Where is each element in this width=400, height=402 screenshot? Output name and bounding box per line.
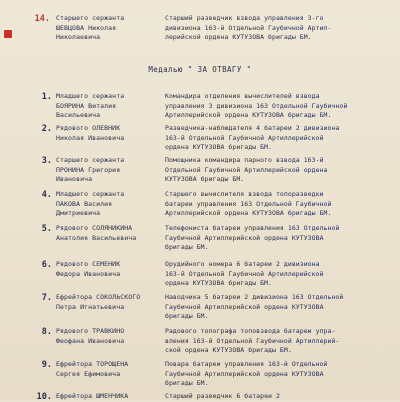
entry-name <box>56 360 156 379</box>
entry-name <box>56 224 156 243</box>
desc-line: Артиллерийской ордена КУТУЗОВА бригады БМ. <box>165 209 332 217</box>
desc-line: Разведчика-наблюдателя 4 батареи 2 дивизиона <box>165 124 340 132</box>
red-marker <box>4 30 12 38</box>
entry-number: 6. <box>41 260 52 270</box>
entry-name <box>56 124 156 143</box>
desc-line: Повара батареи управления 163-й Отдельной <box>165 360 328 368</box>
entry-number: 5. <box>41 224 52 234</box>
name-line: Рядового СОЛЯНИКИНА <box>56 224 133 232</box>
entry-number: 14. <box>34 14 50 24</box>
name-line: БОЯРИНА Виталия <box>56 101 117 110</box>
name-line: Старшего сержанта <box>56 156 125 164</box>
name-line: Рядового ОЛЕВНИК <box>56 124 121 132</box>
desc-line: управления 3 дивизиона 163 Отдельной Гаубичной <box>165 101 348 110</box>
entry-description <box>165 360 377 389</box>
desc-line: бригады БМ. <box>165 312 209 320</box>
name-line: Анатолия Васильевича <box>56 233 137 242</box>
name-line: Васильевича <box>56 111 101 119</box>
desc-line: Радового топографа топовзвода батареи упра- <box>165 327 336 335</box>
desc-line: 163-й Отдельной Гаубичной Артиллерийской <box>165 269 324 278</box>
entry-name <box>56 0 156 2</box>
desc-line: Артиллерийской ордена КУТУЗОВА бригады БМ. <box>165 111 332 119</box>
entry-name <box>56 190 156 219</box>
entry-number: 4. <box>41 190 52 200</box>
name-line: Николая Ивановича <box>56 133 125 142</box>
desc-line: КУТУЗОВА бригады БМ. <box>165 175 245 183</box>
desc-line <box>165 0 377 2</box>
entry-description <box>165 190 377 219</box>
section-header: Медалью " ЗА ОТВАГУ " <box>148 65 252 74</box>
entry-name <box>56 293 156 312</box>
name-line: Рядового ТРАВКИНО <box>56 327 125 335</box>
entry-number: 2. <box>41 124 52 134</box>
desc-line: Гаубичной Артиллерийской ордена КУТУЗОВА <box>165 233 324 242</box>
desc-line: бригады БМ. <box>165 243 209 251</box>
name-line: Феофана Ивановича <box>56 336 125 345</box>
entry-number: 10. <box>36 392 52 402</box>
desc-line: вления 163-й Отдельной Гаубичной Артиллерий- <box>165 336 340 345</box>
name-line: Петра Игнатьевича <box>56 302 125 311</box>
desc-line: Телефониста батареи управления 163 Отдельной <box>165 224 340 232</box>
desc-line: лерийской ордена КУТУЗОВА бригады БМ. <box>165 33 312 41</box>
desc-line: ордена КУТУЗОВА бригады БМ. <box>165 279 273 287</box>
entry-number: 8. <box>41 327 52 337</box>
desc-line: ордена КУТУЗОВА бригады БМ. <box>165 143 273 151</box>
name-line: Ефрейтора ТОРОЩЕНА <box>56 360 129 368</box>
entry-description <box>165 156 377 185</box>
name-line: Старшего сержанта <box>56 14 125 22</box>
desc-line: Помощника командира парного взвода 163-й <box>165 156 324 164</box>
desc-line: Орудийного номера 6 батареи 2 дивизиона <box>165 260 320 268</box>
name-line: Рядового СЕМЕНИК <box>56 260 121 268</box>
desc-line: Старший разведчик взвода управления 3-го <box>165 14 324 22</box>
name-line: ШЕВЦОВА Николая <box>56 23 117 32</box>
entry-name <box>56 327 156 346</box>
entry-name <box>56 392 156 402</box>
entry-description <box>165 124 377 153</box>
desc-line: Старший разведчик 6 батареи 2 <box>165 392 280 400</box>
name-line: Сергея Ефимовича <box>56 369 121 378</box>
entry-description <box>165 392 377 402</box>
entry-name <box>56 260 156 279</box>
name-line: Ивановича <box>56 175 93 183</box>
entry-number: 3. <box>41 156 52 166</box>
entry-number: 7. <box>41 293 52 303</box>
desc-line: батареи управления 163 Отдельной Гаубичной <box>165 199 332 208</box>
desc-line: Гаубичной Артиллерийской ордена КУТУЗОВА <box>165 369 324 378</box>
name-line: Федора Ивановича <box>56 269 121 278</box>
entry-description <box>165 224 377 253</box>
desc-line: ской ордена КУТУЗОВА бригады БМ. <box>165 346 292 354</box>
desc-line: Старшего вычислителя взвода топоразведки <box>165 190 324 198</box>
entry-name <box>56 92 156 121</box>
name-line: Младшего сержанта <box>56 190 125 198</box>
entry-number: 9. <box>41 360 52 370</box>
entry-description <box>165 0 377 2</box>
desc-line: бригады БМ. <box>165 379 209 387</box>
entry-description <box>165 327 377 356</box>
desc-line: 163-й Отдельной Гаубичной Артиллерийской <box>165 133 324 142</box>
desc-line: Отдельной Гаубичной Артиллерийской ордена <box>165 165 328 174</box>
name-line: Николаевича <box>56 33 101 41</box>
name-line: Ефрейтора СОКОЛЬСКОГО <box>56 293 141 301</box>
desc-line: Наводчика 5 батареи 2 дивизиона 163 Отдельной <box>165 293 344 301</box>
name-line: ПРОНИНА Григория <box>56 165 121 174</box>
entry-number: 1. <box>41 92 52 102</box>
desc-line: дивизиона 163-й Отдельной Гаубичной Артил- <box>165 23 332 32</box>
entry-name <box>56 156 156 185</box>
name-line <box>56 0 156 2</box>
entry-description <box>165 92 377 121</box>
desc-line: Гаубичной Артиллерийской ордена КУТУЗОВА <box>165 302 324 311</box>
entry-description <box>165 293 377 322</box>
desc-line: Командира отделения вычислителей взвода <box>165 92 320 100</box>
entry-description <box>165 14 377 43</box>
entry-description <box>165 260 377 289</box>
name-line: Дмитриевича <box>56 209 101 217</box>
name-line: ПАКОВА Василия <box>56 199 113 208</box>
entry-name <box>56 14 156 43</box>
name-line: Ефрейтора ШМЕНЧИКА <box>56 392 129 400</box>
name-line: Младшего сержанта <box>56 92 125 100</box>
